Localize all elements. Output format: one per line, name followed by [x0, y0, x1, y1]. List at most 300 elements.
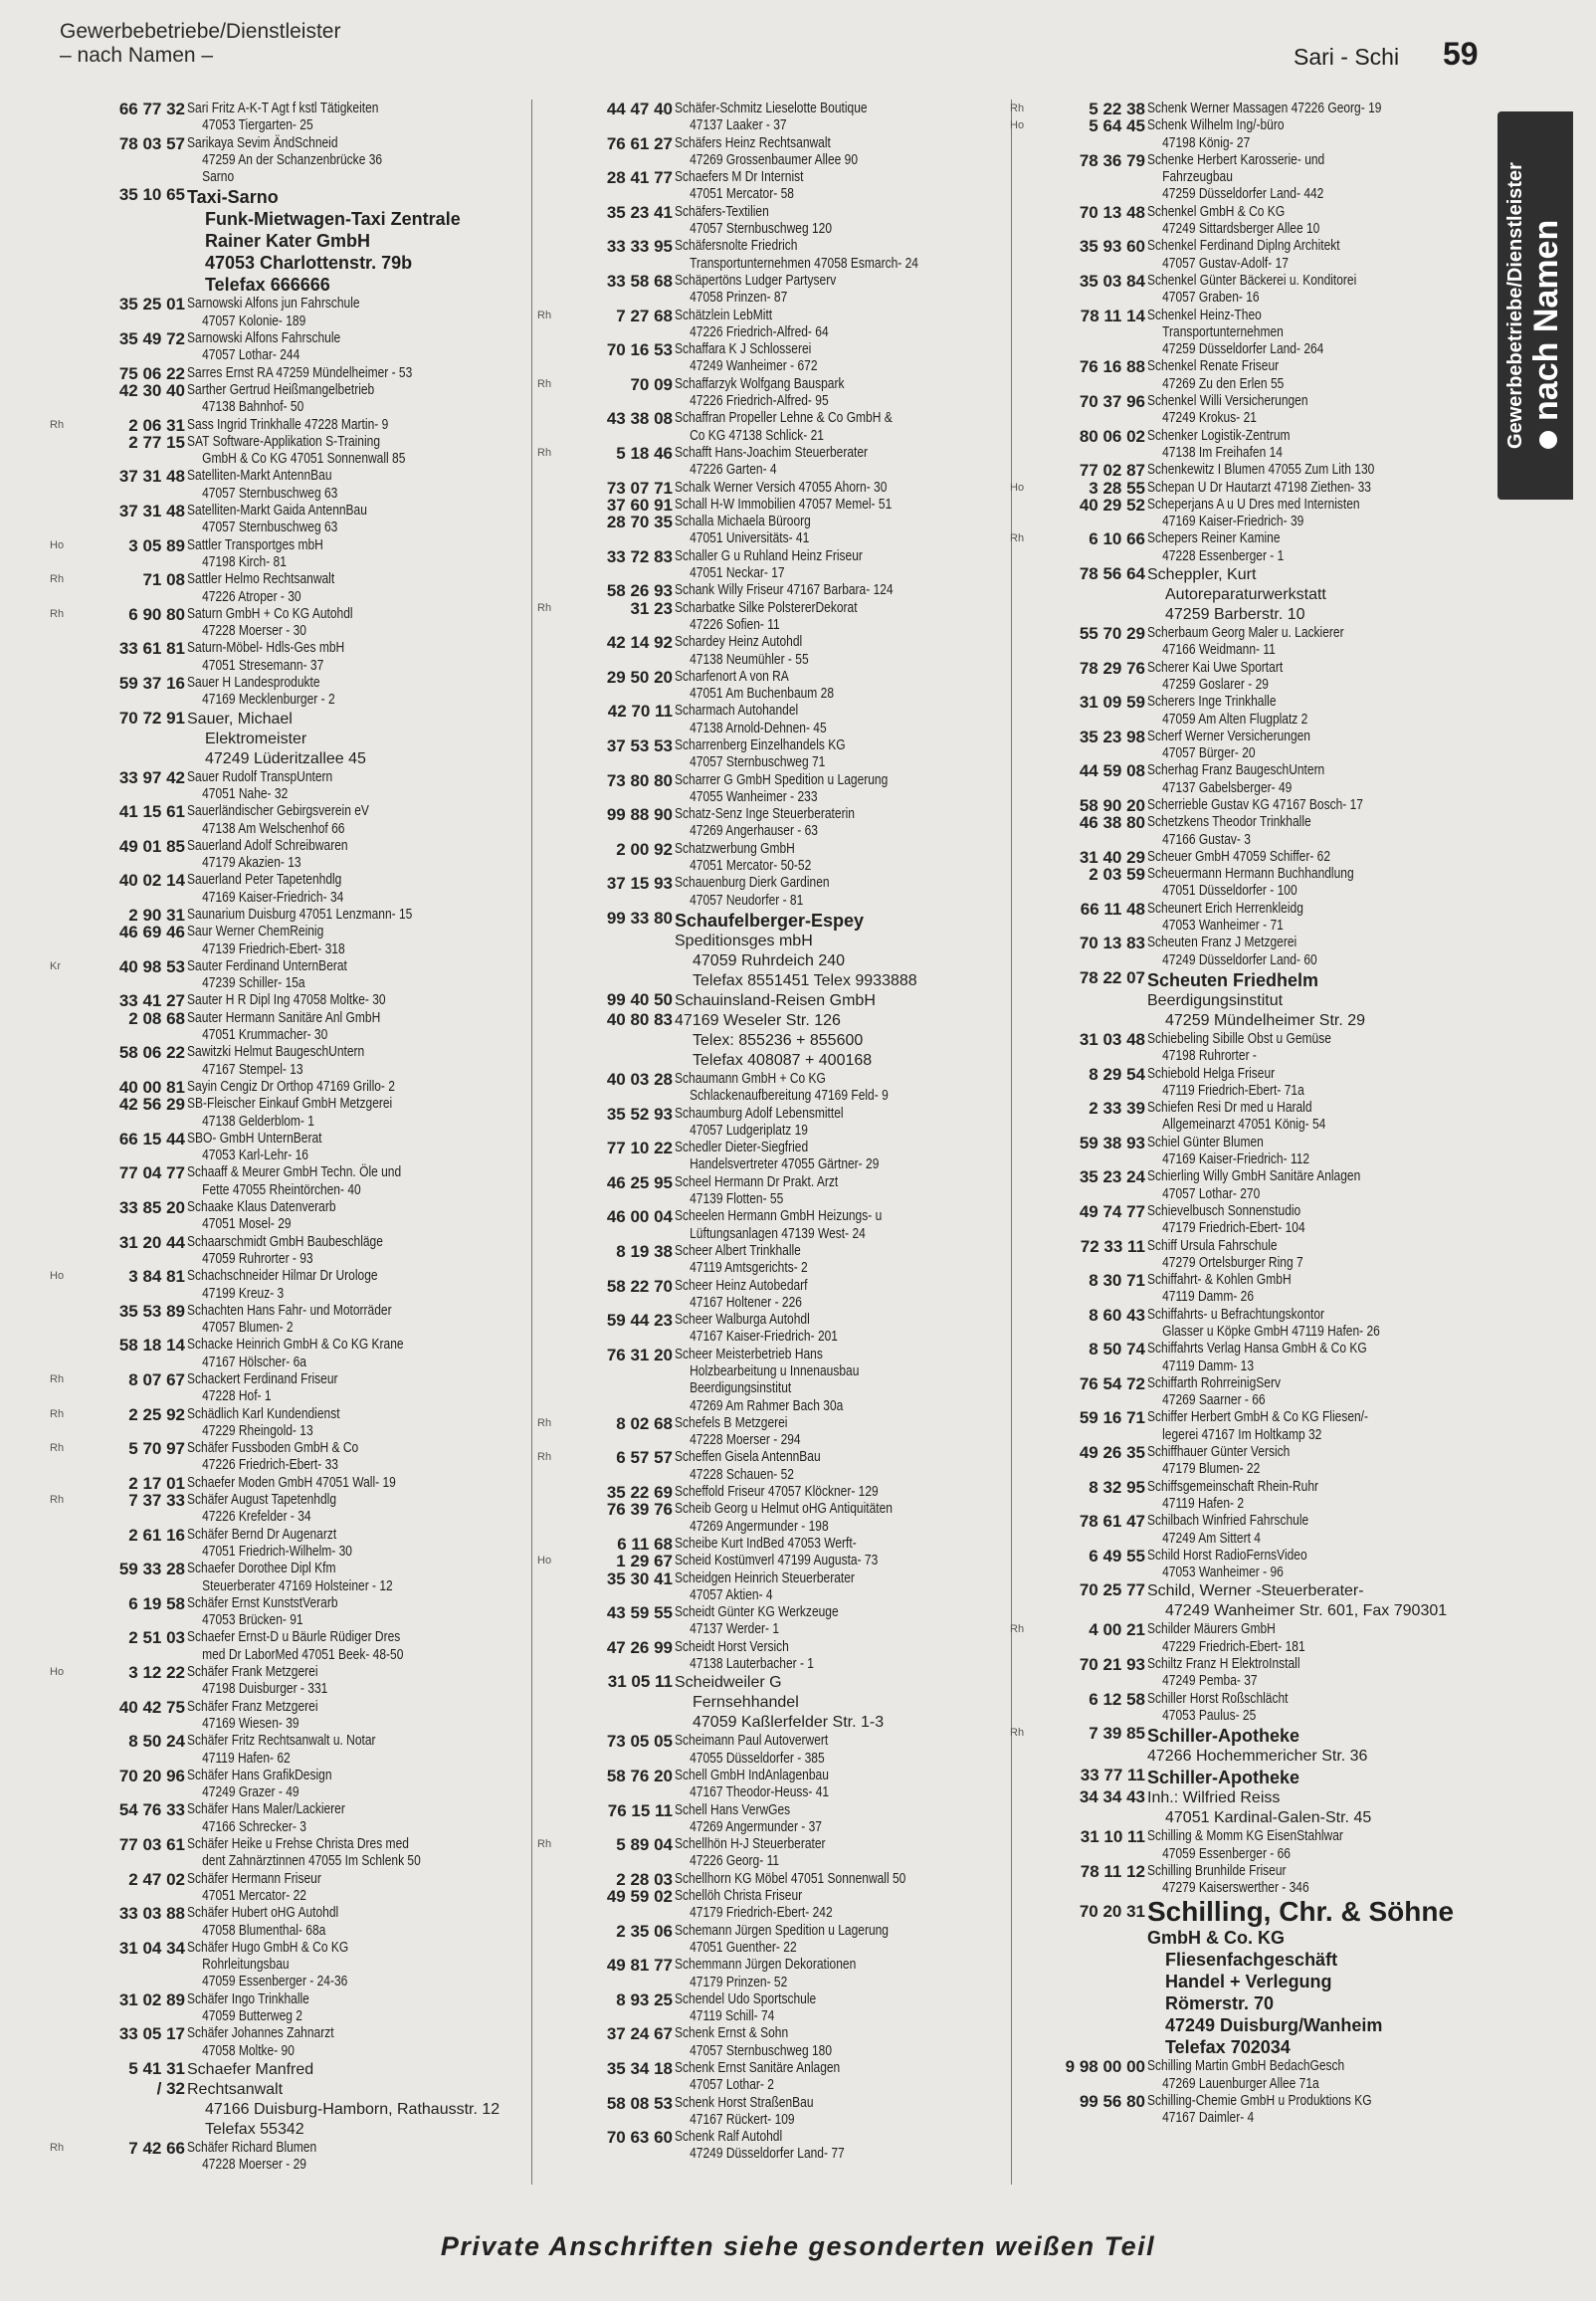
listing-entry	[1010, 1927, 1493, 2058]
entry-name: Schiefen Resi Dr med u Harald	[1147, 1100, 1312, 1117]
phone-number: 75 06 22	[118, 363, 185, 383]
phone-number: 78 11 14	[1080, 306, 1145, 325]
phone-number: 33 61 81	[118, 639, 185, 659]
listing-entry	[537, 703, 1015, 737]
listing-entry	[50, 2140, 527, 2175]
entry-detail: 47199 Kreuz- 3	[202, 1285, 285, 1302]
entry-detail: 47198 Ruhrorter -	[1162, 1048, 1257, 1065]
entry-detail: Handelsvertreter 47055 Gärtner- 29	[690, 1156, 880, 1173]
listing-entry	[1010, 1581, 1493, 1621]
entry-name: Saunarium Duisburg 47051 Lenzmann- 15	[187, 906, 413, 923]
phone-number: 37 53 53	[606, 735, 673, 755]
entry-name: Sauer Rudolf TranspUntern	[187, 768, 333, 785]
district-code: Rh	[1010, 1623, 1025, 1636]
listing-entry	[50, 2060, 527, 2080]
entry-name: Schaarschmidt GmbH Baubeschläge	[187, 1233, 383, 1250]
entry-detail: 47259 Mündelheimer Str. 29	[1165, 1011, 1366, 1029]
entry-detail: 47138 Neumühler - 55	[690, 651, 809, 668]
entry-name: Schädlich Karl Kundendienst	[187, 1405, 340, 1422]
phone-number: 6 10 66	[1089, 529, 1145, 549]
entry-detail: 47058 Moltke- 90	[202, 2042, 295, 2059]
listing-column-3	[1010, 101, 1493, 2196]
entry-detail: 47269 Angermunder - 37	[690, 1818, 822, 1835]
entry-name: Schachschneider Hilmar Dr Urologe	[187, 1268, 378, 1285]
entry-name: Scheelen Hermann GmbH Heizungs- u	[675, 1208, 883, 1225]
phone-number: 2 17 01	[128, 1473, 185, 1493]
listing-entry	[50, 1079, 527, 1096]
entry-name: Schiffahrt- & Kohlen GmbH	[1147, 1272, 1292, 1289]
entry-name: Schacke Heinrich GmbH & Co KG Krane	[187, 1337, 404, 1354]
entry-detail: Allgemeinarzt 47051 König- 54	[1162, 1117, 1326, 1134]
listing-entry	[1010, 2093, 1493, 2128]
phone-number: 44 59 08	[1079, 761, 1145, 781]
listing-entry	[1010, 1479, 1493, 1514]
entry-detail: 47229 Rheingold- 13	[202, 1422, 313, 1439]
entry-name: Schellhorn KG Möbel 47051 Sonnenwall 50	[675, 1870, 906, 1887]
phone-number: 37 60 91	[606, 495, 673, 515]
phone-number: 49 01 85	[118, 836, 185, 856]
listing-entry	[1010, 358, 1493, 393]
phone-number: 33 03 88	[118, 1904, 185, 1924]
phone-number: 33 97 42	[118, 767, 185, 787]
listing-entry	[50, 838, 527, 873]
listing-entry	[1010, 1307, 1493, 1342]
entry-name: Scheib Georg u Helmut oHG Antiquitäten	[675, 1501, 893, 1518]
phone-number: 8 93 25	[616, 1989, 673, 2009]
listing-column-2	[537, 101, 1015, 2196]
entry-name: Saur Werner ChemReinig	[187, 924, 324, 941]
phone-number: 70 37 96	[1079, 392, 1145, 412]
entry-detail: 47179 Friedrich-Ebert- 242	[690, 1905, 833, 1922]
listing-entry	[1010, 238, 1493, 273]
entry-name: Schank Willy Friseur 47167 Barbara- 124	[675, 582, 894, 599]
entry-name: Schäfer Ingo Trinkhalle	[187, 1990, 309, 2007]
district-code: Rh	[50, 573, 65, 586]
phone-number: 2 35 06	[616, 1921, 673, 1941]
entry-name: Schiel Günter Blumen	[1147, 1134, 1264, 1150]
entry-name: Schäfer Fritz Rechtsanwalt u. Notar	[187, 1733, 376, 1750]
district-code: Rh	[50, 1494, 65, 1507]
entry-detail: Autoreparaturwerkstatt	[1165, 586, 1326, 604]
entry-name: Schäfer-Schmitz Lieselotte Boutique	[675, 101, 868, 116]
entry-name: Schäfers-Textilien	[675, 203, 769, 220]
listing-entry	[537, 101, 1015, 135]
entry-name: Scharfenort A von RA	[675, 668, 789, 685]
entry-name: SBO- GmbH UnternBerat	[187, 1130, 322, 1147]
phone-number: 76 61 27	[606, 133, 673, 153]
listing-entry	[50, 365, 527, 382]
entry-detail: 47249 Wanheimer Str. 601, Fax 790301	[1165, 1602, 1448, 1620]
entry-name: Schiebeling Sibille Obst u Gemüse	[1147, 1030, 1331, 1047]
entry-name: Scheffold Friseur 47057 Klöckner- 129	[675, 1484, 879, 1501]
entry-name: Schilbach Winfried Fahrschule	[1147, 1513, 1309, 1530]
entry-detail: Schlackenaufbereitung 47169 Feld- 9	[690, 1088, 889, 1105]
listing-entry	[537, 600, 1015, 635]
district-code: Rh	[1010, 532, 1025, 545]
entry-name: Schellöh Christa Friseur	[675, 1888, 803, 1905]
entry-name: Schenkewitz I Blumen 47055 Zum Lith 130	[1147, 462, 1375, 479]
entry-detail: 47119 Damm- 13	[1162, 1358, 1255, 1374]
listing-column-1	[50, 101, 527, 2196]
entry-detail: dent Zahnärztinnen 47055 Im Schlenk 50	[202, 1853, 421, 1870]
listing-entry	[1010, 814, 1493, 849]
entry-detail: 47138 Lauterbacher - 1	[690, 1656, 814, 1673]
entry-detail: 47053 Paulus- 25	[1162, 1707, 1257, 1724]
listing-entry	[537, 1570, 1015, 1605]
listing-entry	[50, 1905, 527, 1940]
entry-detail: 47239 Schiller- 15a	[202, 975, 305, 992]
phone-number: 2 77 15	[128, 432, 185, 452]
entry-name: Sarnowski Alfons Fahrschule	[187, 330, 341, 347]
entry-detail: 47228 Essenberger - 1	[1162, 547, 1285, 564]
entry-detail: Rainer Kater GmbH	[205, 231, 371, 252]
phone-number: 31 20 44	[118, 1232, 185, 1252]
entry-detail: 47179 Blumen- 22	[1162, 1461, 1261, 1478]
listing-entry	[1010, 152, 1493, 204]
phone-number: 99 40 50	[606, 989, 673, 1009]
listing-entry	[1010, 625, 1493, 660]
entry-detail: 47228 Moerser - 29	[202, 2157, 306, 2174]
entry-detail: 47057 Sternbuschweg 71	[690, 754, 826, 771]
entry-name: Schenkel Heinz-Theo	[1147, 307, 1262, 323]
entry-detail: 47139 Flotten- 55	[690, 1191, 784, 1208]
entry-name: Schaefer Moden GmbH 47051 Wall- 19	[187, 1474, 396, 1491]
phone-number: 66 11 48	[1080, 899, 1145, 919]
entry-detail: 47119 Hafen- 62	[202, 1750, 291, 1767]
entry-name: Schalk Werner Versich 47055 Ahorn- 30	[675, 479, 888, 496]
phone-number: 3 28 55	[1089, 478, 1145, 498]
phone-number: 35 03 84	[1079, 271, 1145, 291]
entry-detail: 47057 Lothar- 270	[1162, 1185, 1261, 1202]
entry-name: Schatz-Senz Inge Steuerberaterin	[675, 806, 855, 823]
entry-name: Schäfers Heinz Rechtsanwalt	[675, 134, 831, 151]
entry-detail: 47279 Kaiserswerther - 346	[1162, 1880, 1309, 1897]
entry-detail: 47249 Wanheimer - 672	[690, 358, 818, 375]
phone-number: 35 52 93	[606, 1104, 673, 1124]
entry-detail: 47138 Arnold-Dehnen- 45	[690, 720, 827, 736]
phone-number: 2 51 03	[128, 1628, 185, 1648]
phone-number: 33 41 27	[118, 991, 185, 1011]
listing-entry	[50, 1010, 527, 1045]
entry-detail: 47249 Sittardsberger Allee 10	[1162, 221, 1320, 238]
entry-name: Schäfer Hugo GmbH & Co KG	[187, 1939, 349, 1956]
phone-number: 34 34 43	[1079, 1787, 1145, 1807]
entry-name: Scheidt Günter KG Werkzeuge	[675, 1604, 839, 1621]
entry-detail: 47249 Lüderitzallee 45	[205, 749, 366, 767]
entry-name: Sayin Cengiz Dr Orthop 47169 Grillo- 2	[187, 1078, 395, 1095]
listing-entry	[1010, 1066, 1493, 1101]
phone-number: 70 16 53	[606, 340, 673, 360]
phone-number: 59 44 23	[606, 1311, 673, 1331]
listing-entry	[50, 1561, 527, 1595]
listing-entry	[537, 308, 1015, 342]
listing-entry	[1010, 428, 1493, 463]
phone-number: 42 70 11	[607, 702, 673, 722]
phone-number: 6 57 57	[616, 1448, 673, 1468]
entry-name: Schilling & Momm KG EisenStahlwar	[1147, 1828, 1343, 1845]
phone-number: 28 70 35	[606, 513, 673, 532]
phone-number: 58 22 70	[606, 1276, 673, 1296]
entry-detail: 47228 Schauen- 52	[690, 1466, 794, 1483]
entry-detail: Römerstr. 70	[1165, 1993, 1275, 2014]
entry-name: Scherhag Franz BaugeschUntern	[1147, 762, 1325, 779]
phone-number: 78 22 07	[1079, 967, 1145, 987]
listing-entry	[1010, 901, 1493, 936]
listing-entry	[537, 1501, 1015, 1536]
listing-entry	[50, 872, 527, 907]
entry-name: Schiffer Herbert GmbH & Co KG Fliesen/-	[1147, 1409, 1369, 1426]
phone-number: 58 06 22	[118, 1043, 185, 1063]
phone-number: 76 15 11	[607, 1800, 673, 1820]
listing-entry	[1010, 729, 1493, 763]
phone-number: 40 29 52	[1079, 495, 1145, 515]
entry-detail: 47053 Wanheimer - 96	[1162, 1565, 1284, 1581]
entry-name: Schaumburg Adolf Lebensmittel	[675, 1105, 844, 1122]
entry-name: Schaffara K J Schlosserei	[675, 341, 812, 358]
listing-entry	[50, 296, 527, 330]
listing-entry	[50, 1440, 527, 1475]
listing-entry	[1010, 530, 1493, 565]
listing-entry	[1010, 866, 1493, 901]
listing-entry	[1010, 1135, 1493, 1169]
listing-entry	[50, 1268, 527, 1303]
entry-name: Schetzkens Theodor Trinkhalle	[1147, 814, 1311, 831]
phone-number: 5 89 04	[616, 1835, 673, 1855]
section-title: Gewerbebetriebe/Dienstleister	[60, 20, 341, 43]
entry-detail: 47166 Weidmann- 11	[1162, 642, 1276, 659]
entry-detail: 47055 Düsseldorfer - 385	[690, 1750, 825, 1767]
entry-detail: 47051 Kardinal-Galen-Str. 45	[1165, 1809, 1372, 1827]
entry-name: Schaller G u Ruhland Heinz Friseur	[675, 547, 863, 564]
phone-number: 78 36 79	[1079, 150, 1145, 170]
entry-name: Schenk Werner Massagen 47226 Georg- 19	[1147, 101, 1382, 116]
entry-name: Sauerländischer Gebirgsverein eV	[187, 803, 369, 820]
phone-number: 58 26 93	[606, 581, 673, 601]
entry-detail: 47057 Sternbuschweg 120	[690, 221, 833, 238]
entry-name: Schaaff & Meurer GmbH Techn. Öle und	[187, 1164, 402, 1181]
listing-entry	[50, 1940, 527, 1991]
listing-entry	[537, 841, 1015, 876]
entry-name: Sauerland Peter Tapetenhdlg	[187, 872, 342, 889]
entry-name: Scharmach Autohandel	[675, 703, 799, 720]
district-code: Rh	[1010, 103, 1025, 114]
entry-name: Scheimann Paul Autoverwert	[675, 1733, 829, 1750]
entry-name: GmbH & Co. KG	[1147, 1928, 1285, 1949]
entry-name: Schild Horst RadioFernsVideo	[1147, 1547, 1307, 1564]
entry-name: Scheunert Erich Herrenkleidg	[1147, 900, 1303, 917]
entry-detail: 47138 Am Welschenhof 66	[202, 820, 345, 837]
entry-detail: 47269 Angermunder - 198	[690, 1518, 829, 1535]
entry-name: Schiller-Apotheke	[1147, 1726, 1300, 1747]
phone-number: 70 63 60	[606, 2128, 673, 2148]
entry-detail: 47057 Aktien- 4	[690, 1586, 773, 1603]
entry-name: SB-Fleischer Einkauf GmbH Metzgerei	[187, 1096, 393, 1113]
phone-number: 5 41 31	[128, 2058, 185, 2078]
listing-entry	[1010, 797, 1493, 814]
entry-name: Schiller Horst Roßschlächt	[1147, 1690, 1289, 1707]
listing-entry	[537, 1312, 1015, 1347]
listing-entry	[537, 1536, 1015, 1553]
phone-number: / 32	[156, 2078, 185, 2098]
listing-entry	[537, 238, 1015, 273]
phone-number: 59 33 28	[118, 1560, 185, 1579]
entry-name: Schaake Klaus Datenverarb	[187, 1199, 336, 1216]
entry-detail: 47259 An der Schanzenbrücke 36	[202, 151, 383, 168]
entry-detail: 47179 Akazien- 13	[202, 855, 301, 872]
entry-detail: 47226 Friedrich-Alfred- 95	[690, 393, 829, 410]
entry-detail: 47167 Holtener - 226	[690, 1294, 802, 1311]
entry-detail: 47167 Rückert- 109	[690, 2111, 795, 2128]
phone-number: 80 06 02	[1079, 426, 1145, 446]
entry-detail: 47226 Friedrich-Ebert- 33	[202, 1457, 338, 1474]
phone-number: 66 77 32	[118, 101, 185, 118]
entry-detail: 47138 Gelderblom- 1	[202, 1113, 314, 1130]
listing-entry	[537, 1957, 1015, 1991]
listing-entry	[537, 1106, 1015, 1141]
entry-detail: 47167 Theodor-Heuss- 41	[690, 1784, 830, 1801]
entry-name: Schenkel Ferdinand Diplng Architekt	[1147, 238, 1340, 255]
listing-entry	[1010, 480, 1493, 497]
entry-name: 47169 Weseler Str. 126	[675, 1011, 841, 1029]
entry-detail: Telefax 408087 + 400168	[693, 1051, 873, 1069]
listing-entry	[537, 1991, 1015, 2026]
phone-number: 8 19 38	[616, 1241, 673, 1261]
entry-name: Schiffhauer Günter Versich	[1147, 1444, 1291, 1461]
entry-name: Schefels B Metzgerei	[675, 1414, 788, 1431]
entry-name: Scheuer GmbH 47059 Schiffer- 62	[1147, 848, 1331, 865]
listing-entry	[50, 2025, 527, 2060]
entry-name: Schäfer Fussboden GmbH & Co	[187, 1440, 359, 1457]
listing-entry	[537, 273, 1015, 308]
phone-number: 31 09 59	[1079, 693, 1145, 713]
entry-detail: Rohrleitungsbau	[202, 1957, 290, 1974]
entry-detail: 47057 Gustav-Adolf- 17	[1162, 255, 1289, 272]
phone-number: 49 59 02	[606, 1887, 673, 1907]
listing-entry	[537, 582, 1015, 599]
entry-name: Scharrenberg Einzelhandels KG	[675, 736, 846, 753]
listing-entry	[1010, 1897, 1493, 1927]
phone-number: 72 33 11	[1080, 1236, 1145, 1256]
entry-name: Schaffarzyk Wolfgang Bauspark	[675, 375, 845, 392]
entry-name: Inh.: Wilfried Reiss	[1147, 1789, 1281, 1807]
listing-entry	[537, 991, 1015, 1011]
listing-entry	[537, 1733, 1015, 1768]
entry-detail: 47057 Graben- 16	[1162, 290, 1260, 307]
entry-name: Schäfer Franz Metzgerei	[187, 1698, 318, 1715]
entry-name: Scheer Heinz Autobedarf	[675, 1277, 808, 1294]
entry-name: Saturn-Möbel- Hdls-Ges mbH	[187, 640, 345, 657]
phone-number: 28 41 77	[606, 168, 673, 188]
entry-detail: 47051 Neckar- 17	[690, 565, 785, 582]
entry-name: Schäfer Hubert oHG Autohdl	[187, 1905, 339, 1922]
listing-entry	[537, 1553, 1015, 1569]
phone-number: 8 30 71	[1089, 1271, 1145, 1291]
entry-name: Sarres Ernst RA 47259 Mündelheimer - 53	[187, 364, 413, 381]
phone-number: 49 26 35	[1079, 1443, 1145, 1463]
phone-number: 8 50 74	[1089, 1340, 1145, 1360]
entry-name: Schellhön H-J Steuerberater	[675, 1836, 826, 1853]
entry-name: Taxi-Sarno	[187, 187, 279, 208]
entry-detail: 47226 Krefelder - 34	[202, 1509, 311, 1526]
entry-detail: 47198 Duisburger - 331	[202, 1681, 328, 1698]
listing-entry	[537, 1449, 1015, 1484]
section-header	[60, 20, 340, 68]
listing-entry	[537, 1923, 1015, 1958]
entry-name: Schenk Wilhelm Ing/-büro	[1147, 117, 1285, 134]
phone-number: 31 04 34	[118, 1938, 185, 1958]
entry-name: Schall H-W Immobilien 47057 Memel- 51	[675, 496, 893, 513]
listing-entry	[50, 330, 527, 365]
phone-number: 2 33 39	[1089, 1099, 1145, 1119]
phone-number: 49 81 77	[606, 1956, 673, 1976]
entry-name: Schiller-Apotheke	[1147, 1768, 1300, 1788]
entry-name: Rechtsanwalt	[187, 2080, 284, 2098]
listing-entry	[537, 1208, 1015, 1243]
phone-number: 78 29 76	[1079, 658, 1145, 678]
listing-entry	[537, 737, 1015, 772]
entry-detail: 47051 Mercator- 50-52	[690, 858, 812, 875]
district-code: Rh	[50, 1442, 65, 1455]
entry-name: Schafft Hans-Joachim Steuerberater	[675, 444, 869, 461]
listing-entry	[1010, 462, 1493, 479]
phone-number: 78 61 47	[1079, 1512, 1145, 1532]
entry-detail: 47059 Essenberger - 66	[1162, 1845, 1291, 1862]
listing-entry	[50, 1801, 527, 1836]
phone-number: 29 50 20	[606, 667, 673, 687]
entry-detail: 47259 Barberstr. 10	[1165, 606, 1305, 624]
listing-entry	[537, 1768, 1015, 1802]
phone-number: 46 38 80	[1079, 813, 1145, 833]
listing-entry	[1010, 1238, 1493, 1273]
entry-detail: Steuerberater 47169 Holsteiner - 12	[202, 1577, 393, 1594]
entry-name: Schenkel GmbH & Co KG	[1147, 203, 1286, 220]
entry-name: Scheibe Kurt IndBed 47053 Werft-	[675, 1535, 857, 1552]
phone-number: 33 05 17	[118, 2024, 185, 2044]
phone-number: 40 00 81	[118, 1077, 185, 1097]
entry-name: Sawitzki Helmut BaugeschUntern	[187, 1044, 365, 1061]
entry-detail: 47269 Saarner - 66	[1162, 1392, 1266, 1409]
entry-detail: 47053 Wanheimer - 71	[1162, 918, 1284, 935]
phone-number: 78 03 57	[118, 133, 185, 153]
phone-number: 37 15 93	[606, 874, 673, 894]
entry-name: Scheer Meisterbetrieb Hans	[675, 1346, 823, 1362]
entry-name: Schendel Udo Sportschule	[675, 1990, 817, 2007]
listing-entry	[50, 468, 527, 503]
district-code: Ho	[50, 1666, 65, 1679]
entry-name: Schaefer Ernst-D u Bäurle Rüdiger Dres	[187, 1629, 401, 1646]
entry-detail: 47057 Bürger- 20	[1162, 745, 1256, 762]
phone-number: 76 54 72	[1079, 1373, 1145, 1393]
entry-detail: 47058 Prinzen- 87	[690, 290, 788, 307]
entry-detail: 47259 Düsseldorfer Land- 264	[1162, 341, 1324, 358]
listing-entry	[1010, 204, 1493, 239]
entry-name: 47266 Hochemmericher Str. 36	[1147, 1748, 1368, 1766]
entry-detail: GmbH & Co KG 47051 Sonnenwall 85	[202, 451, 406, 468]
entry-detail: 47249 Am Sittert 4	[1162, 1530, 1261, 1547]
phone-number: 6 12 58	[1089, 1689, 1145, 1709]
phone-number: 73 80 80	[606, 770, 673, 790]
phone-number: 37 31 48	[118, 502, 185, 522]
phone-number: 35 23 24	[1079, 1167, 1145, 1187]
page-number: 59	[1443, 36, 1479, 72]
listing-entry	[1010, 1747, 1493, 1767]
listing-entry	[50, 1595, 527, 1630]
entry-detail: 47226 Garten- 4	[690, 462, 777, 479]
phone-number: 8 29 54	[1089, 1064, 1145, 1084]
entry-detail: 47226 Atroper - 30	[202, 588, 301, 605]
phone-number: 42 14 92	[606, 633, 673, 653]
phone-number: 8 50 24	[128, 1732, 185, 1752]
